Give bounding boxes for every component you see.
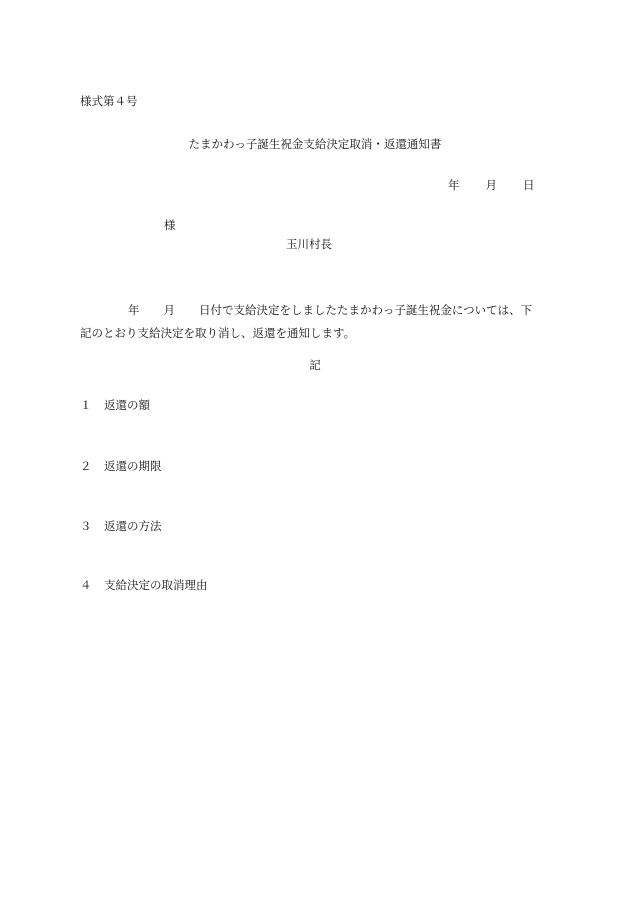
item-number: ３ (80, 519, 92, 533)
body-month: 月 (163, 303, 175, 317)
body-line-1 (80, 299, 552, 322)
item-number: １ (80, 398, 92, 412)
item-label: 返還の額 (104, 398, 150, 412)
body-line-2: 記のとおり支給決定を取り消し、返還を通知します。 (80, 326, 356, 340)
item-label: 支給決定の取消理由 (104, 578, 208, 592)
body-paragraph (80, 299, 552, 345)
date-month: 月 (485, 178, 497, 192)
list-item (80, 461, 162, 473)
item-number: ４ (80, 578, 92, 592)
sender-name: 玉川村長 (286, 237, 332, 251)
recipient-line: 様 (164, 218, 176, 232)
date-line (448, 180, 535, 192)
list-item (80, 400, 150, 412)
form-number: 様式第４号 (80, 94, 138, 108)
list-item (80, 521, 162, 533)
item-label: 返還の方法 (104, 519, 162, 533)
date-day: 日 (523, 178, 535, 192)
body-line-1-text: 日付で支給決定をしましたたまかわっ子誕生祝金については、下 (199, 303, 533, 317)
body-year: 年 (128, 303, 140, 317)
ki-heading: 記 (309, 358, 321, 372)
document-title: たまかわっ子誕生祝金支給決定取消・返還通知書 (188, 137, 442, 151)
date-year: 年 (448, 178, 460, 192)
list-item (80, 580, 208, 592)
item-number: ２ (80, 459, 92, 473)
item-label: 返還の期限 (104, 459, 162, 473)
